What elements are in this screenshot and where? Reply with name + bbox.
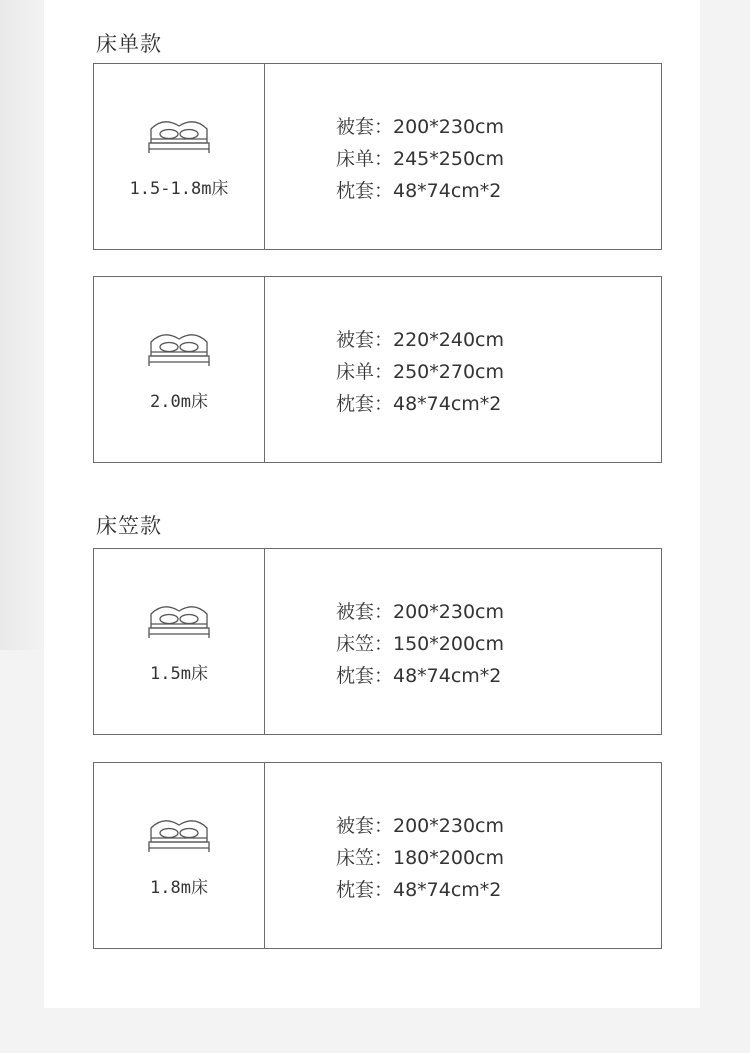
size-card — [93, 276, 662, 463]
size-card — [93, 63, 662, 250]
bed-icon — [147, 328, 211, 366]
spec-sheet: 床单：250*270cm — [336, 361, 504, 383]
size-card — [93, 762, 662, 949]
spec-pillowcase: 枕套：48*74cm*2 — [336, 665, 502, 687]
bed-size-label: 2.0m床 — [150, 392, 208, 412]
spec-list — [336, 324, 504, 420]
card-divider — [264, 549, 265, 734]
card-divider — [264, 763, 265, 948]
spec-fitted-sheet: 床笠：180*200cm — [336, 847, 504, 869]
size-card — [93, 548, 662, 735]
spec-duvet: 被套：200*230cm — [336, 601, 504, 623]
bed-icon — [147, 115, 211, 153]
spec-list — [336, 596, 504, 692]
spec-sheet: 床单：245*250cm — [336, 148, 504, 170]
section-title-fitted: 床笠款 — [96, 514, 162, 538]
spec-list — [336, 111, 504, 207]
spec-list — [336, 810, 504, 906]
spec-pillowcase: 枕套：48*74cm*2 — [336, 393, 502, 415]
bed-size-label: 1.5-1.8m床 — [129, 179, 229, 199]
spec-duvet: 被套：220*240cm — [336, 329, 504, 351]
bed-size-label: 1.5m床 — [150, 664, 208, 684]
bed-icon — [147, 600, 211, 638]
section-title-sheet: 床单款 — [96, 32, 162, 56]
card-divider — [264, 277, 265, 462]
spec-pillowcase: 枕套：48*74cm*2 — [336, 180, 502, 202]
bed-icon — [147, 814, 211, 852]
spec-duvet: 被套：200*230cm — [336, 815, 504, 837]
spec-fitted-sheet: 床笠：150*200cm — [336, 633, 504, 655]
card-divider — [264, 64, 265, 249]
bed-size-label: 1.8m床 — [150, 878, 208, 898]
spec-pillowcase: 枕套：48*74cm*2 — [336, 879, 502, 901]
spec-duvet: 被套：200*230cm — [336, 116, 504, 138]
